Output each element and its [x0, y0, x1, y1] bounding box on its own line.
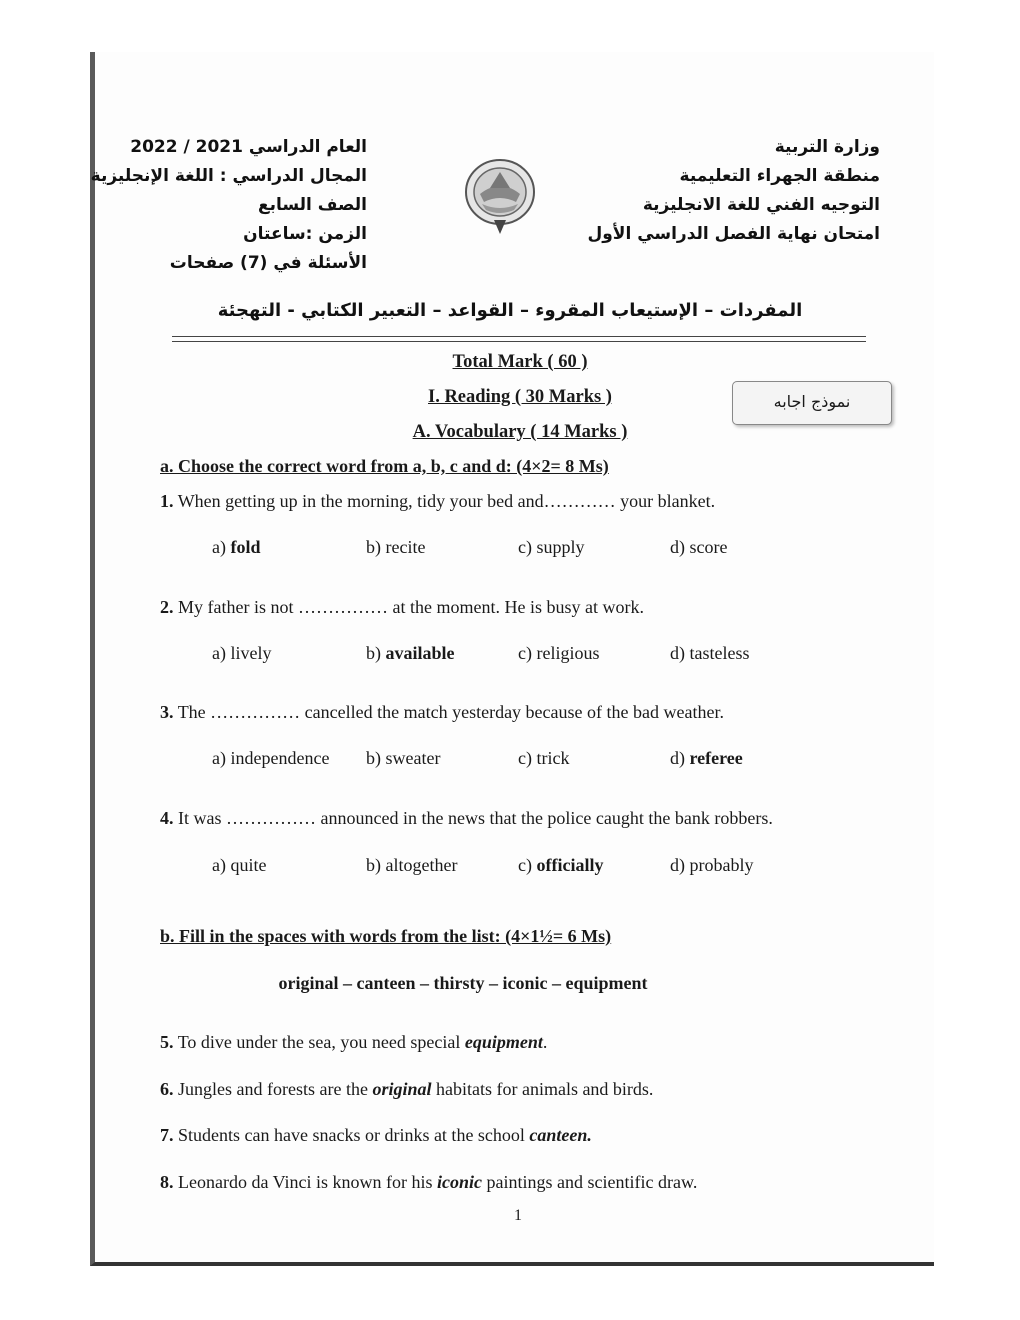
option-a: a) independence — [212, 748, 330, 768]
option-text: sweater — [385, 748, 441, 768]
option-text: recite — [385, 537, 426, 557]
sentence-end: paintings and scientific draw. — [482, 1172, 698, 1192]
model-answer-stamp: نموذج اجابه — [732, 381, 892, 425]
question-number: 6. — [160, 1079, 174, 1099]
vocabulary-heading: A. Vocabulary ( 14 Marks ) — [412, 422, 628, 442]
header-left-line: العام الدراسي 2021 / 2022 — [130, 137, 367, 157]
option-d: d) score — [670, 537, 728, 557]
option-c: c) religious — [518, 643, 600, 663]
sentence-end: habitats for animals and birds. — [431, 1079, 654, 1099]
question-text: My father is not …………… — [178, 597, 388, 617]
sentence-text: To dive under the sea, you need special — [177, 1032, 465, 1052]
fill-sentence-5 — [160, 1032, 547, 1053]
header-right-line: وزارة التربية — [774, 137, 880, 157]
page-number: 1 — [514, 1207, 522, 1224]
state-emblem-icon — [462, 158, 538, 236]
option-b: b) sweater — [366, 748, 441, 768]
question-number: 1. — [160, 491, 174, 511]
header-right-line: منطقة الجهراء التعليمية — [679, 166, 880, 186]
option-d: d) tasteless — [670, 643, 750, 663]
question-number: 4. — [160, 808, 174, 828]
option-a: a) fold — [212, 537, 261, 557]
option-text: referee — [689, 748, 743, 768]
question-text: The …………… — [177, 702, 301, 722]
question-2 — [160, 597, 644, 618]
header-left-line: الصف السابع — [257, 195, 367, 215]
option-text: trick — [536, 748, 570, 768]
option-c: c) trick — [518, 748, 570, 768]
option-text: fold — [230, 537, 261, 557]
answer-word: canteen. — [529, 1125, 592, 1145]
answer-word: iconic — [437, 1172, 483, 1192]
header-right-line: التوجيه الفني للغة الانجليزية — [642, 195, 880, 215]
option-a: a) lively — [212, 643, 272, 663]
option-text: altogether — [385, 855, 458, 875]
option-text: religious — [536, 643, 600, 663]
answer-word: original — [372, 1079, 432, 1099]
header-left-line: المجال الدراسي : اللغة الإنجليزية — [90, 166, 367, 186]
question-number: 8. — [160, 1172, 174, 1192]
sentence-end: . — [542, 1032, 548, 1052]
option-text: lively — [230, 643, 272, 663]
question-number: 5. — [160, 1032, 174, 1052]
option-text: tasteless — [689, 643, 750, 663]
option-a: a) quite — [212, 855, 267, 875]
question-text-end: announced in the news that the police caught the bank robbers. — [316, 808, 773, 828]
double-divider — [172, 336, 866, 342]
question-3 — [160, 702, 724, 723]
option-c: c) supply — [518, 537, 585, 557]
option-d: d) probably — [670, 855, 754, 875]
question-text-end: your blanket. — [615, 491, 716, 511]
header-exam-info-block — [0, 133, 367, 278]
word-list: original – canteen – thirsty – iconic – equipment — [278, 973, 648, 993]
option-b: b) recite — [366, 537, 426, 557]
option-text: available — [385, 643, 455, 663]
question-number: 2. — [160, 597, 174, 617]
header-right-line: امتحان نهاية الفصل الدراسي الأول — [587, 224, 880, 244]
option-d: d) referee — [670, 748, 743, 768]
question-4 — [160, 808, 773, 829]
option-b: b) available — [366, 643, 455, 663]
option-b: b) altogether — [366, 855, 458, 875]
option-text: probably — [689, 855, 754, 875]
option-c: c) officially — [518, 855, 604, 875]
fill-sentence-8 — [160, 1172, 697, 1193]
option-text: officially — [536, 855, 604, 875]
fill-sentence-6 — [160, 1079, 653, 1100]
sentence-text: Students can have snacks or drinks at the school — [178, 1125, 530, 1145]
option-text: score — [689, 537, 728, 557]
question-text: It was …………… — [178, 808, 316, 828]
question-text: When getting up in the morning, tidy your bed and………… — [177, 491, 616, 511]
part-a-title: a. Choose the correct word from a, b, c and d: (4×2= 8 Ms) — [160, 456, 609, 476]
answer-word: equipment — [464, 1032, 543, 1052]
question-1 — [160, 491, 715, 512]
header-left-line: الأسئلة في (7) صفحات — [169, 253, 367, 273]
question-text-end: cancelled the match yesterday because of the bad weather. — [300, 702, 724, 722]
part-b-title: b. Fill in the spaces with words from the list: (4×1½= 6 Ms) — [160, 926, 612, 946]
sentence-text: Jungles and forests are the — [178, 1079, 373, 1099]
subjects-line: المفردات – الإستيعاب المقروء – القواعد – التعبير الكتابي - التهجئة — [217, 300, 803, 321]
option-text: supply — [536, 537, 585, 557]
fill-sentence-7 — [160, 1125, 592, 1146]
question-number: 3. — [160, 702, 174, 722]
total-mark-heading: Total Mark ( 60 ) — [452, 352, 588, 372]
question-text-end: at the moment. He is busy at work. — [387, 597, 644, 617]
sentence-text: Leonardo da Vinci is known for his — [178, 1172, 438, 1192]
option-text: independence — [230, 748, 330, 768]
reading-heading: I. Reading ( 30 Marks ) — [428, 387, 612, 407]
option-text: quite — [230, 855, 267, 875]
question-number: 7. — [160, 1125, 174, 1145]
header-left-line: الزمن :ساعتان — [243, 224, 367, 244]
